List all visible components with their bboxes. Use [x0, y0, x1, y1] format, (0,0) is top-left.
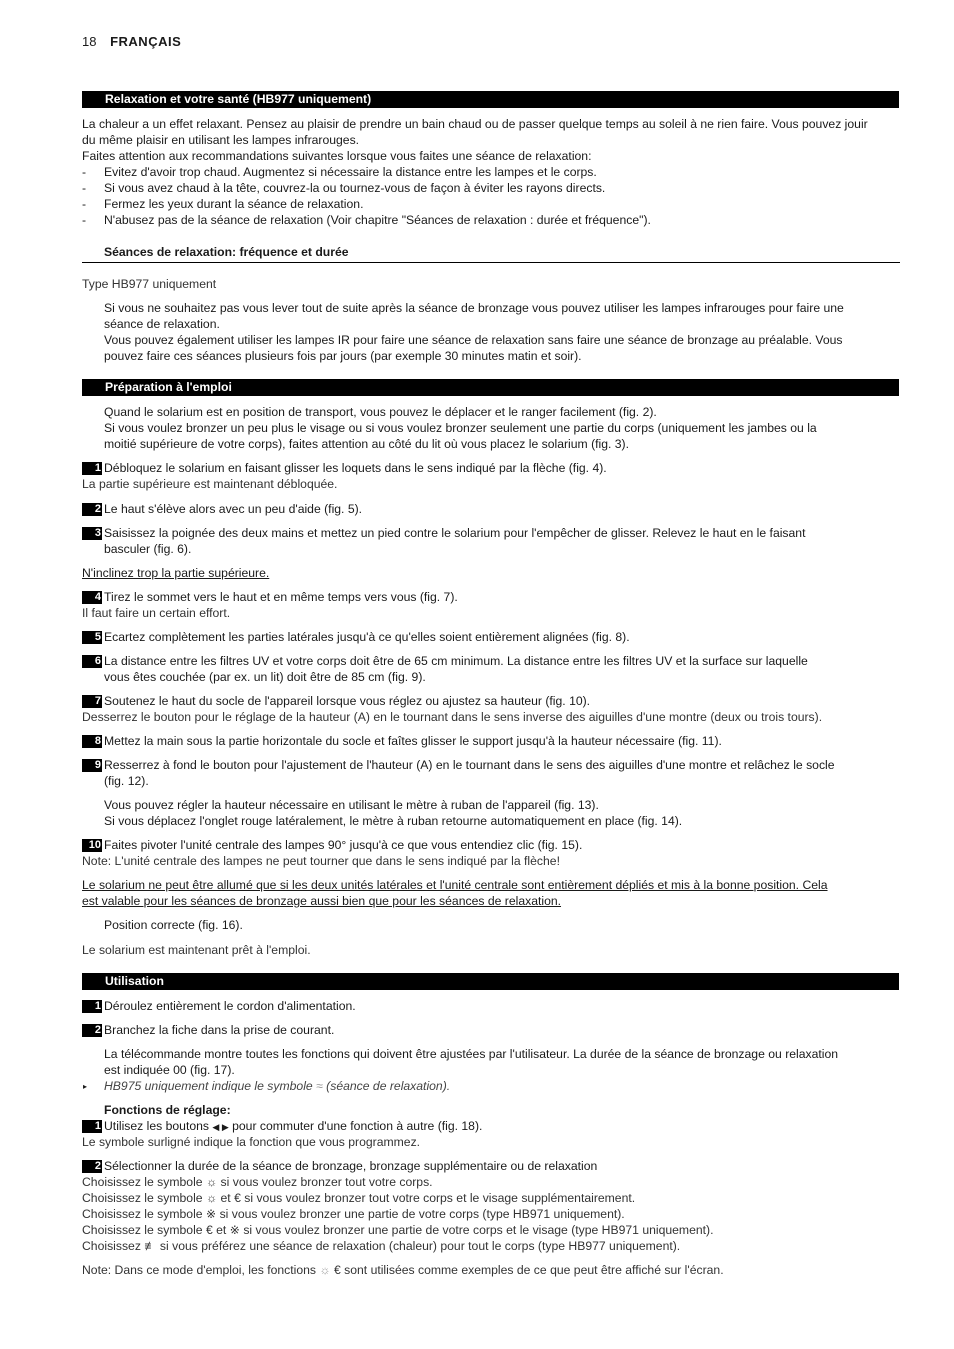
- language-label: FRANÇAIS: [110, 34, 182, 49]
- paragraph: Quand le solarium est en position de transport, vous pouvez le déplacer et le ranger facilement (fig. 2).: [104, 405, 657, 419]
- list-item: - N'abusez pas de la séance de relaxation (Voir chapitre "Séances de relaxation : durée et fréquence").: [82, 213, 651, 227]
- type-note: Type HB977 uniquement: [82, 277, 217, 291]
- step-3: 3 Saisissez la poignée des deux mains et mettez un pied contre le solarium pour l'empêcher de glisser. Relevez le haut en le faisant basculer (fig. 6).: [82, 525, 902, 557]
- relaxation-symbol-icon: ≈: [316, 1079, 323, 1093]
- paragraph: La chaleur a un effet relaxant. Pensez au plaisir de prendre un bain chaud ou de passer quelque temps au soleil à ne rien faire. Vous pouvez jouir: [82, 117, 868, 131]
- choose-line: Choisissez le symbole ☼ et € si vous voulez bronzer tout votre corps et le visage supplémentairement.: [82, 1191, 636, 1205]
- paragraph: du même plaisir en utilisant les lampes infrarouges.: [82, 133, 360, 147]
- face-icon: €: [205, 1223, 213, 1237]
- step-8: 8 Mettez la main sous la partie horizontale du socle et faîtes glisser le support jusqu'à la hauteur nécessaire (fig. 11).: [82, 733, 902, 749]
- face-icon: €: [234, 1191, 241, 1205]
- step-note: Note: L'unité centrale des lampes ne peut tourner que dans le sens indiqué par la flèche!: [82, 854, 560, 868]
- step-1: 1 Débloquez le solarium en faisant glisser les loquets dans le sens indiqué par la flèche (fig. 4).: [82, 460, 902, 476]
- page-header: [82, 34, 181, 50]
- face-icon: €: [333, 1263, 341, 1277]
- step-10: 10 Faites pivoter l'unité centrale des lampes 90° jusqu'à ce que vous entendiez clic (fig. 15).: [82, 837, 902, 853]
- step-5: 5 Ecartez complètement les parties latérales jusqu'à ce qu'elles soient entièrement alignées (fig. 8).: [82, 629, 902, 645]
- paragraph: pouvez faire ces séances plusieurs fois par jours (par exemple 30 minutes matin et soir).: [104, 349, 582, 363]
- step-note: Desserrez le bouton pour le réglage de la hauteur (A) en le tournant dans le sens inverse des aiguilles d'une montre (deux ou trois tours).: [82, 710, 823, 724]
- page-number: 18: [82, 34, 97, 49]
- step-7: 7 Soutenez le haut du socle de l'appareil lorsque vous réglez ou ajustez sa hauteur (fig. 10).: [82, 693, 902, 709]
- warning-unfold: est valable pour les séances de bronzage aussi bien que pour les séances de relaxation.: [82, 894, 562, 908]
- relaxation-symbol-icon: ≢: [144, 1239, 157, 1253]
- step-4: 4 Tirez le sommet vers le haut et en même temps vers vous (fig. 7).: [82, 589, 902, 605]
- paragraph: est indiquée 00 (fig. 17).: [104, 1063, 235, 1077]
- section-heading-preparation: Préparation à l'emploi: [82, 379, 899, 396]
- step-6: 6 La distance entre les filtres UV et votre corps doit être de 65 cm minimum. La distance entre les filtres UV et la surface sur laquelle vous êtes couchée (par ex. un lit) doit être de 85 cm (fig. 9).: [82, 653, 902, 685]
- paragraph: La télécommande montre toutes les fonctions qui doivent être ajustées par l'utilisateur. La durée de la séance de bronzage ou relaxation: [104, 1047, 839, 1061]
- warning-unfold: Le solarium ne peut être allumé que si les deux unités latérales et l'unité centrale sont entièrement dépliés et mis à la bonne position. Cela: [82, 878, 828, 892]
- subheading-functions: Fonctions de réglage:: [104, 1103, 231, 1117]
- step-2: 2 Sélectionner la durée de la séance de bronzage, bronzage supplémentaire ou de relaxation: [82, 1158, 902, 1174]
- step-1: 1 Utilisez les boutons ◀ ▶ pour commuter d'une fonction à autre (fig. 18).: [82, 1118, 902, 1135]
- step-2: 2 Branchez la fiche dans la prise de courant.: [82, 1022, 902, 1038]
- paragraph: séance de relaxation.: [104, 317, 220, 331]
- divider: [82, 262, 900, 263]
- step-note: Le symbole surligné indique la fonction que vous programmez.: [82, 1135, 421, 1149]
- step-note: La partie supérieure est maintenant débloquée.: [82, 477, 338, 491]
- paragraph: Si vous déplacez l'onglet rouge latéralement, le mètre à ruban retourne automatiquement en place (fig. 14).: [104, 814, 683, 828]
- choose-line: Choisissez le symbole ☼ si vous voulez bronzer tout votre corps.: [82, 1175, 433, 1189]
- step-2: 2 Le haut s'élève alors avec un peu d'aide (fig. 5).: [82, 501, 902, 517]
- paragraph: Position correcte (fig. 16).: [104, 918, 243, 932]
- paragraph: Le solarium est maintenant prêt à l'emploi.: [82, 943, 311, 957]
- paragraph: Si vous ne souhaitez pas vous lever tout de suite après la séance de bronzage vous pouvez utiliser les lampes infrarouges pour faire une: [104, 301, 844, 315]
- sun-icon: ☼: [319, 1263, 331, 1277]
- paragraph: Vous pouvez régler la hauteur nécessaire en utilisant le mètre à ruban de l'appareil (fig. 13).: [104, 798, 599, 812]
- paragraph: Si vous voulez bronzer un peu plus le visage ou si vous voulez bronzer seulement une partie du corps (uniquement les jambes ou la: [104, 421, 817, 435]
- step-9: 9 Resserrez à fond le bouton pour l'ajustement de l'hauteur (A) en le tournant dans le sens des aiguilles d'une montre et relâchez le socle (fig. 12).: [82, 757, 902, 789]
- section-heading-relaxation: Relaxation et votre santé (HB977 uniquement): [82, 91, 899, 108]
- list-item: - Evitez d'avoir trop chaud. Augmentez si nécessaire la distance entre les lampes et le corps.: [82, 165, 597, 179]
- choose-line: Choisissez le symbole € et ※ si vous voulez bronzer une partie de votre corps et le visage (type HB971 uniquement).: [82, 1223, 714, 1237]
- warning-incline: N'inclinez trop la partie supérieure.: [82, 566, 270, 580]
- paragraph: Faites attention aux recommandations suivantes lorsque vous faites une séance de relaxation:: [82, 149, 592, 163]
- sun-icon: ☼: [205, 1175, 218, 1189]
- bullet-triangle-icon: ▸: [83, 1082, 88, 1091]
- choose-line: Choisissez le symbole ※ si vous voulez bronzer une partie de votre corps (type HB971 uniquement).: [82, 1207, 625, 1221]
- step-1: 1 Déroulez entièrement le cordon d'alimentation.: [82, 998, 902, 1014]
- subheading-relaxation-sessions: Séances de relaxation: fréquence et durée: [104, 245, 349, 259]
- left-right-arrows-icon: ◀ ▶: [212, 1122, 229, 1132]
- list-item: - Fermez les yeux durant la séance de relaxation.: [82, 197, 364, 211]
- paragraph: HB975 uniquement indique le symbole ≈ (séance de relaxation).: [104, 1079, 451, 1093]
- sun-icon: ☼: [205, 1191, 218, 1205]
- final-note: Note: Dans ce mode d'emploi, les fonctions ☼ € sont utilisées comme exemples de ce que peut être affiché sur l'écran.: [82, 1263, 724, 1277]
- section-heading-utilisation: Utilisation: [82, 973, 899, 990]
- partial-body-icon: ※: [229, 1223, 240, 1237]
- paragraph: Vous pouvez également utiliser les lampes IR pour faire une séance de relaxation sans faire une séance de bronzage au préalable. Vous: [104, 333, 843, 347]
- choose-line: Choisissez ≢ si vous préférez une séance de relaxation (chaleur) pour tout le corps (type HB977 uniquement).: [82, 1239, 681, 1253]
- partial-body-icon: ※: [205, 1207, 217, 1221]
- step-note: Il faut faire un certain effort.: [82, 606, 231, 620]
- paragraph: moitié supérieure de votre corps), faites attention au côté du lit où vous placez le solarium (fig. 3).: [104, 437, 630, 451]
- list-item: - Si vous avez chaud à la tête, couvrez-la ou tournez-vous de façon à éviter les rayons directs.: [82, 181, 606, 195]
